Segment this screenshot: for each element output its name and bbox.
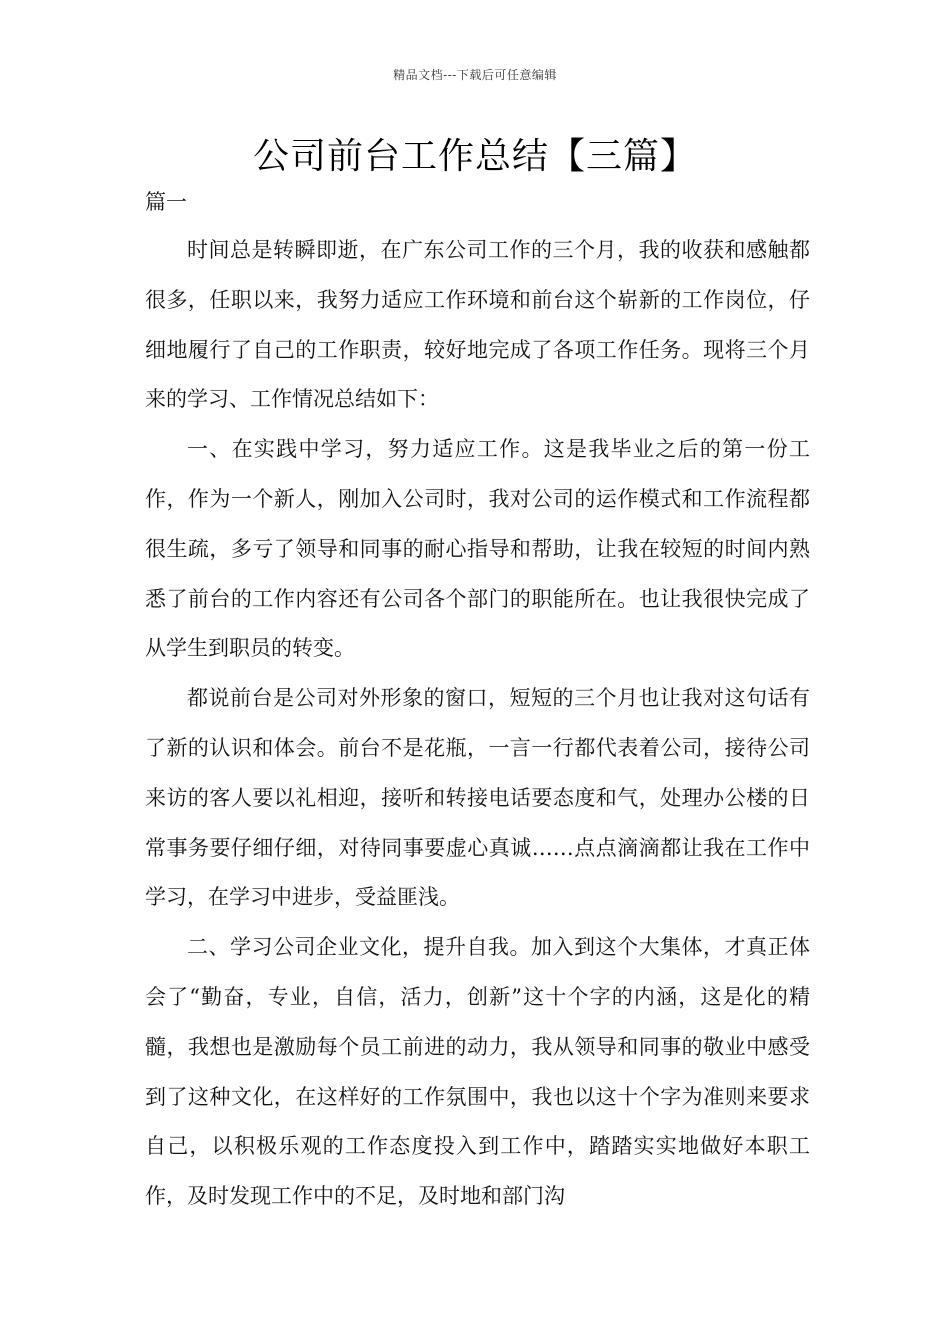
document-title: 公司前台工作总结【三篇】	[252, 136, 697, 177]
section-label: 篇一	[145, 190, 187, 214]
header-note: 精品文档---下载后可任意编辑	[393, 68, 557, 82]
paragraph-1: 时间总是转瞬即逝，在广东公司工作的三个月，我的收获和感触都很多，任职以来，我努力适应工作环境和前台这个崭新的工作岗位，仔细地履行了自己的工作职责，较好地完成了各项工作任务。现将三个月来的学习、工作情况总结如下：	[145, 238, 810, 412]
paragraph-4: 二、学习公司企业文化，提升自我。加入到这个大集体，才真正体会了“勤奋，专业，自信，活力，创新”这十个字的内涵，这是化的精髓，我想也是激励每个员工前进的动力，我从领导和同事的敬业中感受到了这种文化，在这样好的工作氛围中，我也以这十个字为准则来要求自己，以积极乐观的工作态度投入到工作中，踏踏实实地做好本职工作，及时发现工作中的不足，及时地和部门沟	[145, 935, 810, 1209]
paragraph-2: 一、在实践中学习，努力适应工作。这是我毕业之后的第一份工作，作为一个新人，刚加入公司时，我对公司的运作模式和工作流程都很生疏，多亏了领导和同事的耐心指导和帮助，让我在较短的时间内熟悉了前台的工作内容还有公司各个部门的职能所在。也让我很快完成了从学生到职员的转变。	[145, 437, 810, 661]
paragraph-3: 都说前台是公司对外形象的窗口，短短的三个月也让我对这句话有了新的认识和体会。前台不是花瓶，一言一行都代表着公司，接待公司来访的客人要以礼相迎，接听和转接电话要态度和气，处理办公楼的日常事务要仔细仔细，对待同事要虚心真诚……点点滴滴都让我在工作中学习，在学习中进步，受益匪浅。	[145, 686, 810, 910]
body-text	[145, 226, 810, 1222]
